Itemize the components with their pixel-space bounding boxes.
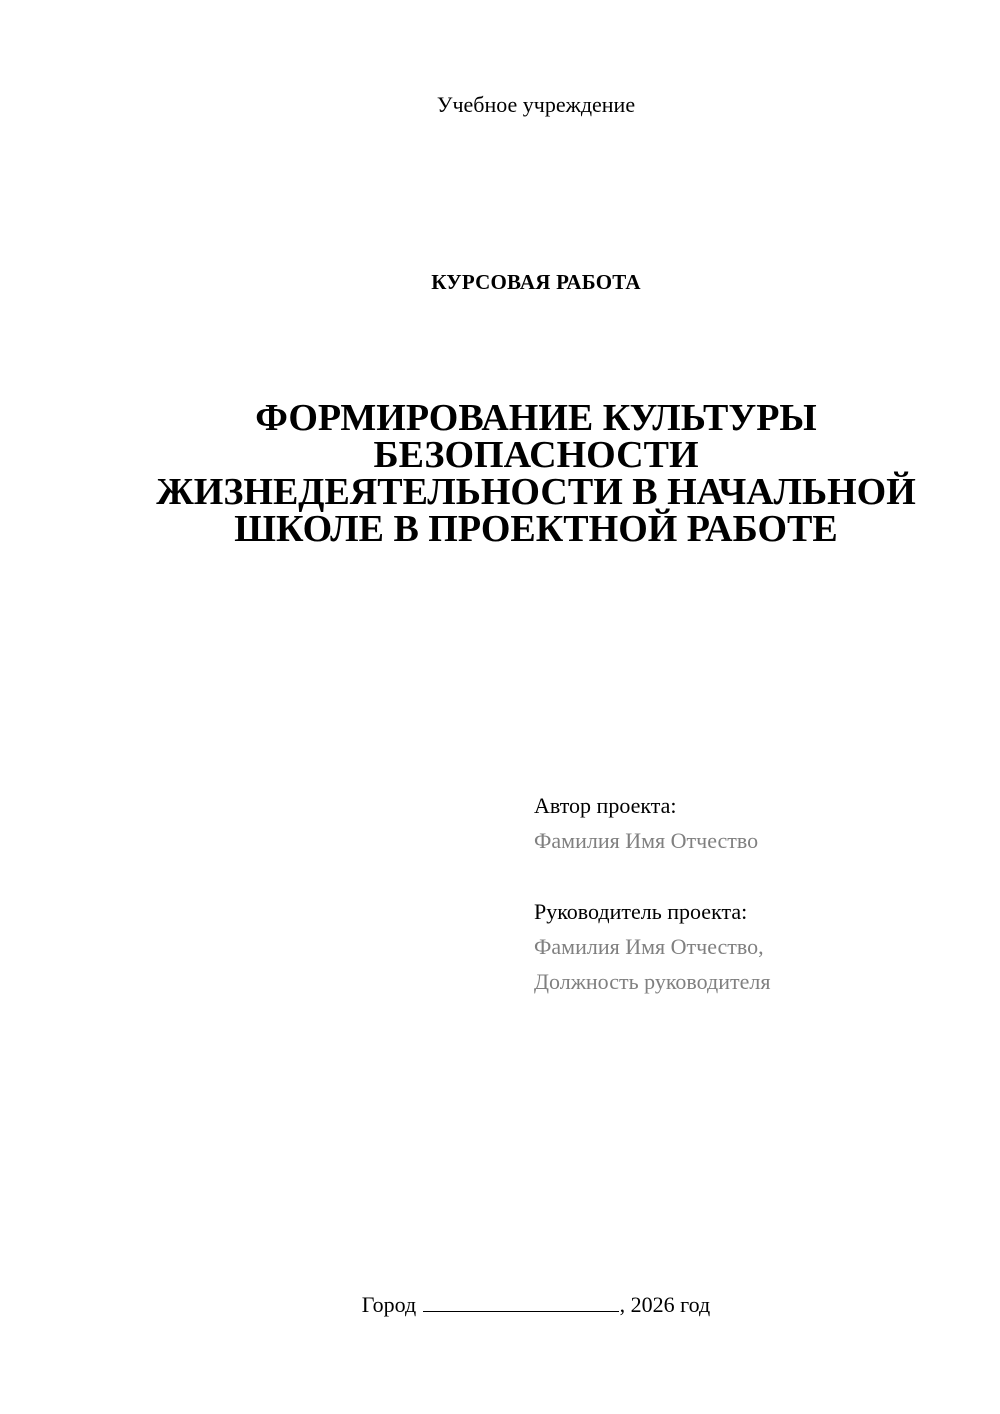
city-blank-line bbox=[423, 1291, 619, 1312]
work-title-line: ШКОЛЕ В ПРОЕКТНОЙ РАБОТЕ bbox=[234, 508, 838, 550]
work-title-line: ЖИЗНЕДЕЯТЕЛЬНОСТИ В НАЧАЛЬНОЙ bbox=[156, 471, 916, 513]
author-label: Автор проекта: bbox=[534, 793, 677, 818]
institution-name: Учебное учреждение bbox=[436, 92, 636, 117]
year-text: , 2026 год bbox=[619, 1292, 711, 1317]
credits-spacer bbox=[534, 858, 974, 894]
work-title bbox=[60, 397, 1000, 550]
city-year-line bbox=[0, 1290, 1000, 1320]
work-title-line: БЕЗОПАСНОСТИ bbox=[373, 434, 699, 476]
supervisor-label: Руководитель проекта: bbox=[534, 899, 748, 924]
supervisor-name-placeholder: Фамилия Имя Отчество, bbox=[534, 934, 764, 959]
work-title-line: ФОРМИРОВАНИЕ КУЛЬТУРЫ bbox=[255, 397, 817, 439]
supervisor-position-placeholder: Должность руководителя bbox=[534, 969, 771, 994]
author-name-placeholder: Фамилия Имя Отчество bbox=[534, 828, 759, 853]
credits-block bbox=[534, 788, 974, 999]
city-label: Город bbox=[361, 1292, 417, 1317]
work-type: КУРСОВАЯ РАБОТА bbox=[431, 270, 641, 294]
